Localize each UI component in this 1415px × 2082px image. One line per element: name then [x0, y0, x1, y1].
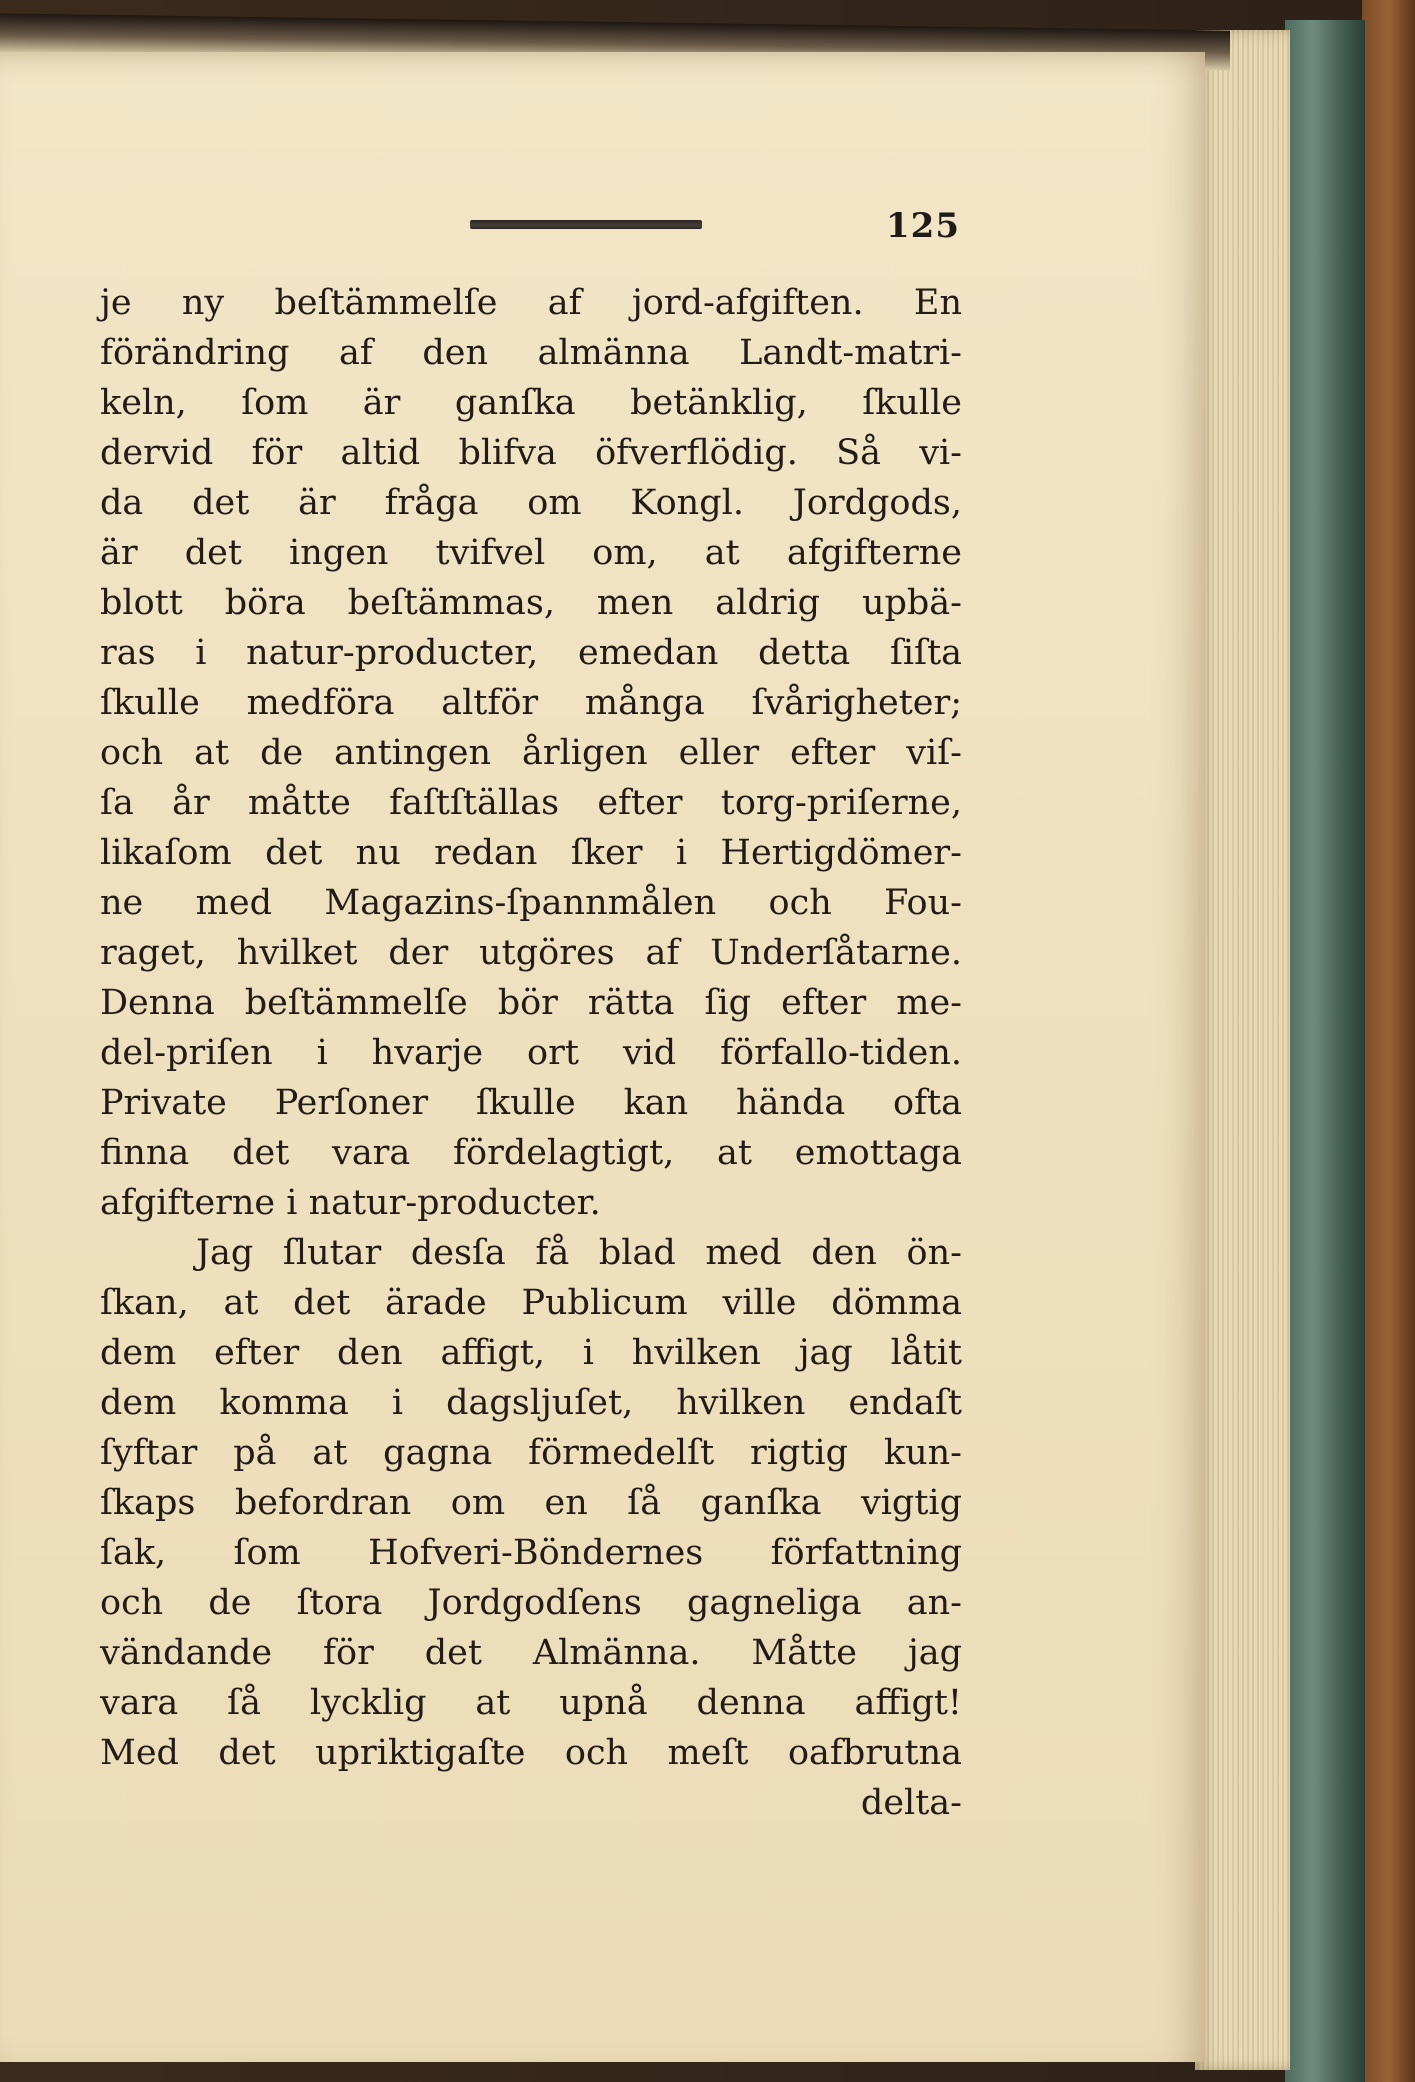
text-line: finna det vara fördelagtigt, at emottaga: [100, 1133, 962, 1173]
text-line: Med det upriktigaſte och meſt oafbrutna: [100, 1733, 962, 1773]
text-line: ſkaps befordran om en ſå ganſka vigtig: [100, 1483, 962, 1523]
text-line: da det är fråga om Kongl. Jordgods,: [100, 483, 962, 523]
text-line: ne med Magazins-ſpannmålen och Fou-: [100, 883, 962, 923]
text-line: förändring af den almänna Landt-matri-: [100, 333, 962, 373]
page-header: [100, 206, 960, 250]
body-text: [100, 278, 962, 1828]
book-binding: [1285, 20, 1365, 2082]
page-edges: [1195, 30, 1290, 2070]
text-line: blott böra beſtämmas, men aldrig upbä-: [100, 583, 962, 623]
text-line: je ny beſtämmelſe af jord-afgiften. En: [100, 283, 962, 323]
text-line: likaſom det nu redan ſker i Hertigdömer-: [100, 833, 962, 873]
text-line: del-priſen i hvarje ort vid förfallo-tiden.: [100, 1033, 962, 1073]
text-line: dervid för altid blifva öfverflödig. Så vi-: [100, 433, 962, 473]
text-line: ſa år måtte faſtſtällas efter torg-priſerne,: [100, 783, 962, 823]
text-line: vändande för det Almänna. Måtte jag: [100, 1633, 962, 1673]
text-line: raget, hvilket der utgöres af Underſåtarne.: [100, 933, 962, 973]
text-line: ras i natur-producter, emedan detta ſiſta: [100, 633, 962, 673]
paragraph-start-line: Jag ſlutar desſa få blad med den ön-: [196, 1233, 962, 1273]
text-line: Denna beſtämmelſe bör rätta ſig efter me-: [100, 983, 962, 1023]
text-line: och at de antingen årligen eller efter viſ-: [100, 733, 962, 773]
text-line: dem efter den affigt, i hvilken jag låtit: [100, 1333, 962, 1373]
text-line: ſyftar på at gagna förmedelſt rigtig kun-: [100, 1433, 962, 1473]
book-cover-edge: [1362, 0, 1415, 2082]
text-line: är det ingen tvifvel om, at afgifterne: [100, 533, 962, 573]
text-line: ſkan, at det ärade Publicum ville dömma: [100, 1283, 962, 1323]
text-line: vara ſå lycklig at upnå denna affigt!: [100, 1683, 962, 1723]
catchword: delta-: [860, 1783, 962, 1823]
text-line: ſkulle medföra altför många ſvårigheter;: [100, 683, 962, 723]
text-line: Private Perſoner ſkulle kan hända ofta: [100, 1083, 962, 1123]
header-rule-ornament: [470, 220, 702, 229]
text-line: keln, ſom är ganſka betänklig, ſkulle: [100, 383, 962, 423]
text-line: och de ſtora Jordgodſens gagneliga an-: [100, 1583, 962, 1623]
paragraph-end-line: afgifterne i natur-producter.: [100, 1183, 601, 1223]
page-number: 125: [886, 206, 960, 246]
text-line: dem komma i dagsljuſet, hvilken endaſt: [100, 1383, 962, 1423]
text-line: ſak, ſom Hofveri-Böndernes författning: [100, 1533, 962, 1573]
